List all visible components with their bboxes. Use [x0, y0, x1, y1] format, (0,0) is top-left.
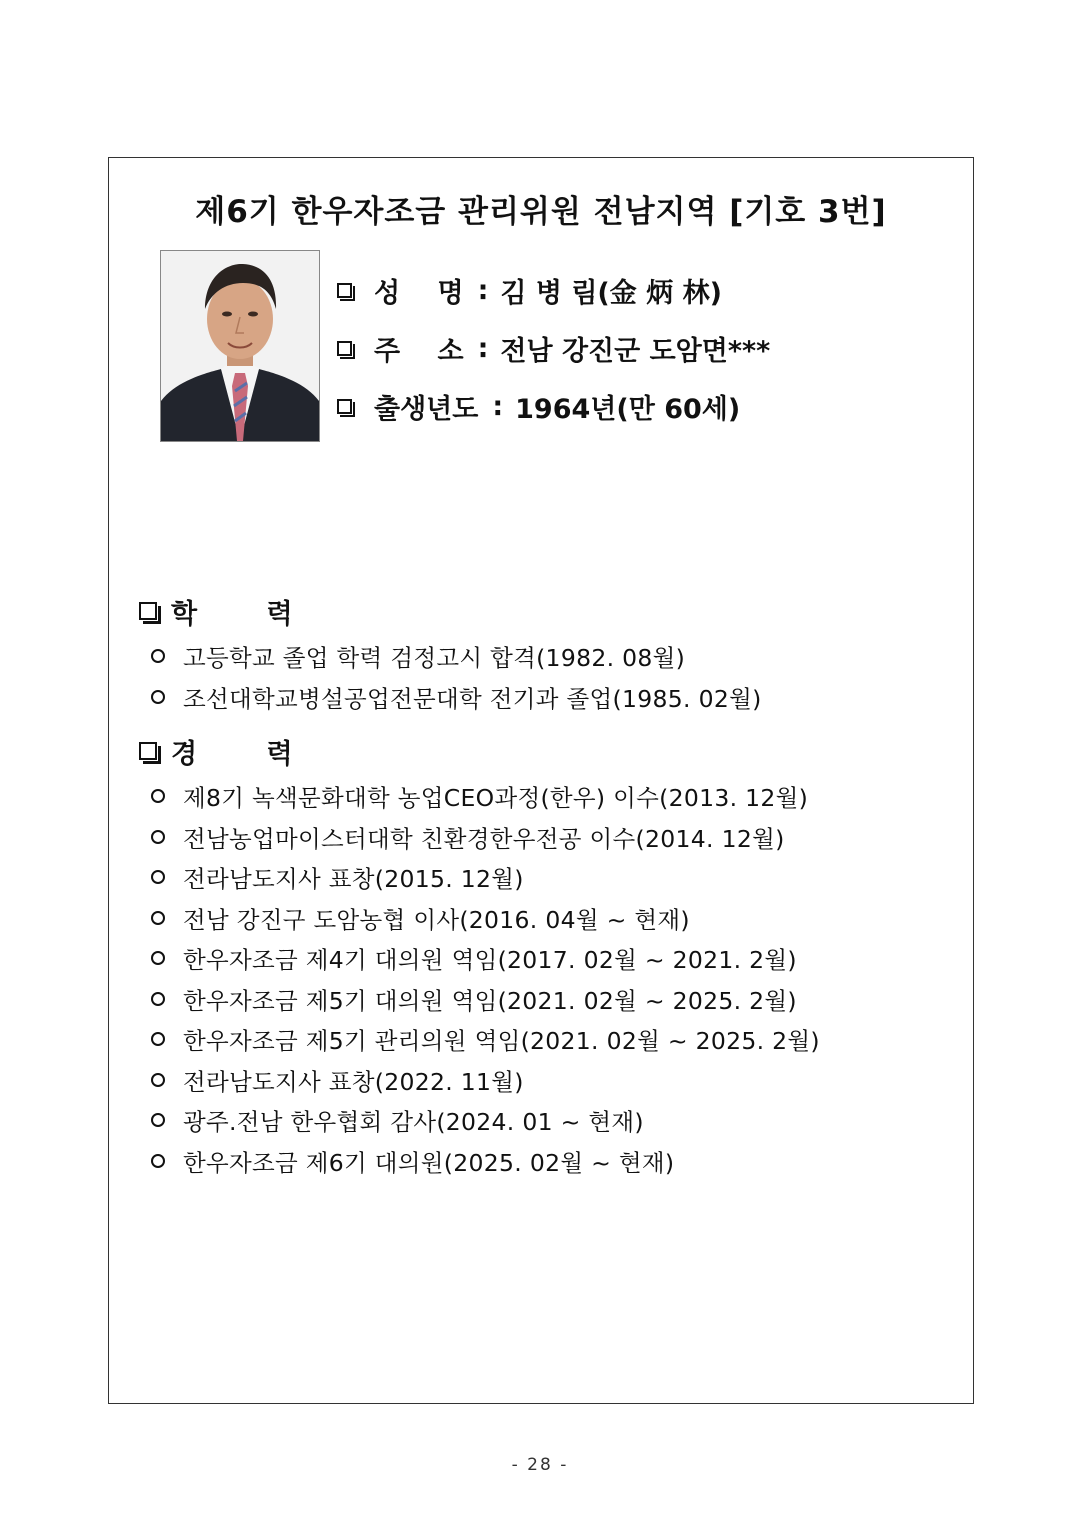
list-item-text: 전남농업마이스터대학 친환경한우전공 이수(2014. 12월) [183, 824, 785, 853]
square-bullet-icon [337, 399, 352, 414]
circle-bullet-icon [151, 1113, 165, 1127]
circle-bullet-icon [151, 992, 165, 1006]
list-item-text: 한우자조금 제4기 대의원 역임(2017. 02월 ~ 2021. 2월) [183, 946, 797, 975]
profile-row-name [337, 270, 770, 310]
list-item [139, 776, 820, 817]
circle-bullet-icon [151, 951, 165, 965]
list-item-text: 광주.전남 한우협회 감사(2024. 01 ~ 현재) [183, 1108, 644, 1137]
list-item [139, 1060, 820, 1101]
portrait-icon [161, 251, 319, 441]
list-item [139, 938, 820, 979]
list-item [139, 898, 820, 939]
list-item [139, 817, 820, 858]
list-item [139, 677, 762, 718]
list-item-text: 전라남도지사 표창(2015. 12월) [183, 865, 524, 894]
circle-bullet-icon [151, 1154, 165, 1168]
profile-label: 성 명 [374, 277, 478, 309]
list-item [139, 1019, 820, 1060]
square-bullet-icon [139, 742, 157, 760]
profile-value: 전남 강진군 도암면*** [500, 335, 771, 367]
career-heading: 경 력 [139, 730, 820, 772]
circle-bullet-icon [151, 789, 165, 803]
circle-bullet-icon [151, 911, 165, 925]
list-item-text: 한우자조금 제5기 대의원 역임(2021. 02월 ~ 2025. 2월) [183, 986, 797, 1015]
profile-value: 1964년(만 60세) [515, 393, 741, 425]
profile-separator: : [477, 274, 489, 306]
education-heading: 학 력 [139, 590, 762, 632]
education-section [139, 590, 762, 717]
circle-bullet-icon [151, 1032, 165, 1046]
list-item-text: 고등학교 졸업 학력 검정고시 합격(1982. 08월) [183, 644, 686, 673]
circle-bullet-icon [151, 649, 165, 663]
career-list [139, 776, 820, 1181]
list-item [139, 857, 820, 898]
profile-info [337, 270, 770, 444]
profile-separator: : [477, 332, 489, 364]
profile-row-address [337, 328, 770, 368]
circle-bullet-icon [151, 690, 165, 704]
square-bullet-icon [337, 283, 352, 298]
page-number: - 28 - [511, 1455, 569, 1475]
circle-bullet-icon [151, 830, 165, 844]
document-frame [108, 157, 974, 1404]
list-item [139, 636, 762, 677]
profile-row-birthyear [337, 386, 770, 426]
profile-separator: : [492, 390, 504, 422]
circle-bullet-icon [151, 870, 165, 884]
career-section [139, 730, 820, 1181]
portrait-photo [160, 250, 320, 442]
square-bullet-icon [337, 341, 352, 356]
list-item-text: 전라남도지사 표창(2022. 11월) [183, 1067, 524, 1096]
list-item-text: 한우자조금 제6기 대의원(2025. 02월 ~ 현재) [183, 1148, 675, 1177]
circle-bullet-icon [151, 1073, 165, 1087]
list-item-text: 조선대학교병설공업전문대학 전기과 졸업(1985. 02월) [183, 684, 762, 713]
page-title: 제6기 한우자조금 관리위원 전남지역 [기호 3번] [195, 194, 887, 230]
list-item [139, 1141, 820, 1182]
education-list [139, 636, 762, 717]
list-item [139, 979, 820, 1020]
list-item-text: 제8기 녹색문화대학 농업CEO과정(한우) 이수(2013. 12월) [183, 784, 809, 813]
list-item-text: 전남 강진구 도암농협 이사(2016. 04월 ~ 현재) [183, 905, 690, 934]
profile-label: 주 소 [374, 335, 478, 367]
profile-value: 김 병 림(金 炳 林) [500, 277, 722, 309]
profile-label: 출생년도 [374, 393, 479, 425]
list-item-text: 한우자조금 제5기 관리의원 역임(2021. 02월 ~ 2025. 2월) [183, 1027, 820, 1056]
square-bullet-icon [139, 602, 157, 620]
list-item [139, 1100, 820, 1141]
